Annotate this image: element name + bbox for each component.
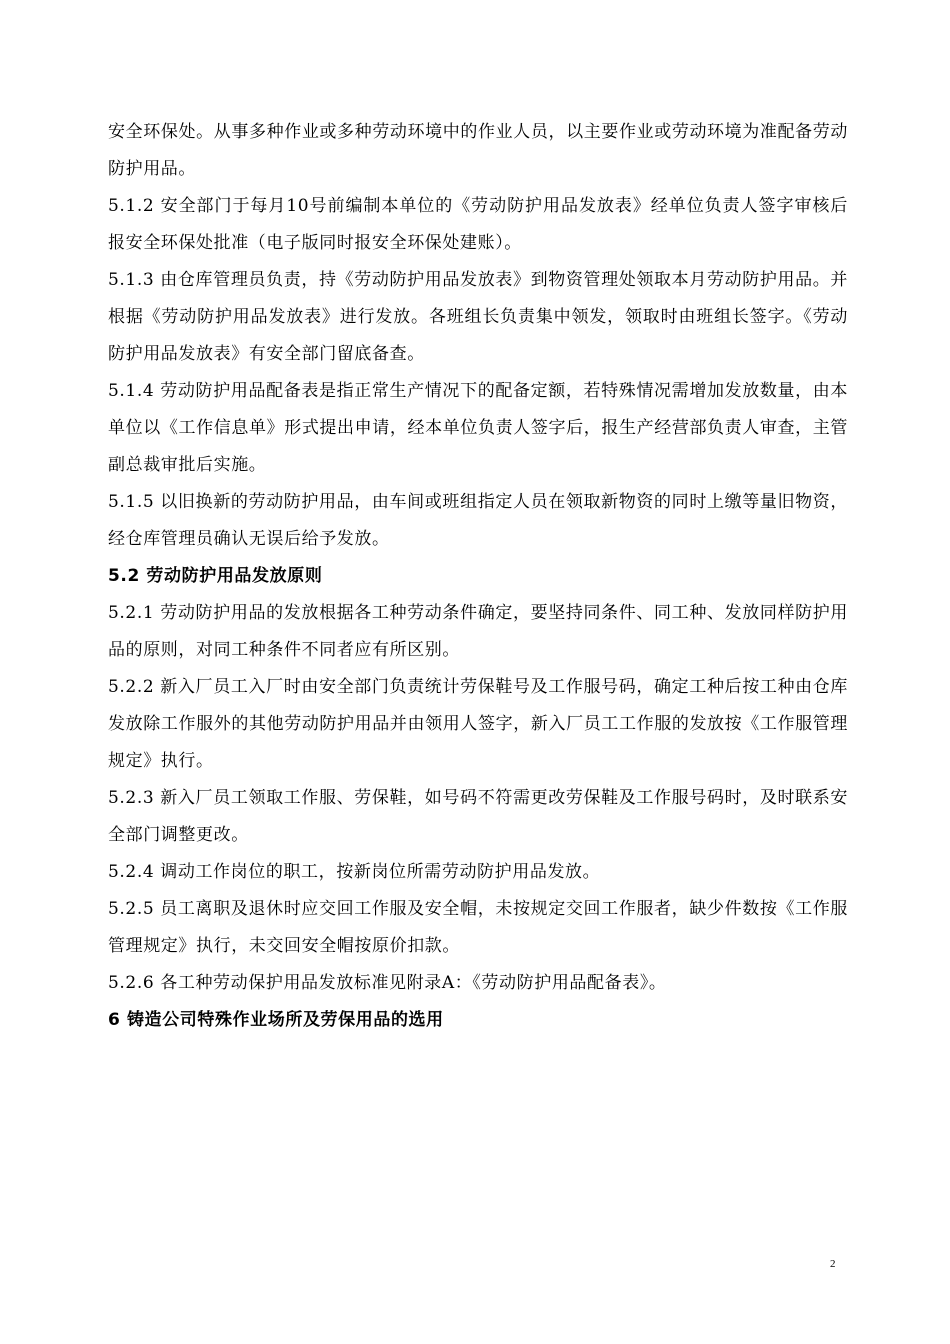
section-heading-5-2: 5.2 劳动防护用品发放原则 bbox=[108, 566, 323, 586]
page-number: 2 bbox=[830, 1258, 836, 1270]
paragraph-5-1-2: 5.1.2 安全部门于每月10号前编制本单位的《劳动防护用品发放表》经单位负责人签字审核后报安全环保处批准（电子版同时报安全环保处建账）。 bbox=[108, 196, 848, 253]
paragraph-5-2-6: 5.2.6 各工种劳动保护用品发放标准见附录A：《劳动防护用品配备表》。 bbox=[108, 973, 667, 993]
paragraph-5-2-1: 5.2.1 劳动防护用品的发放根据各工种劳动条件确定，要坚持同条件、同工种、发放同样防护用品的原则，对同工种条件不同者应有所区别。 bbox=[108, 603, 848, 660]
paragraph-5-1-3: 5.1.3 由仓库管理员负责，持《劳动防护用品发放表》到物资管理处领取本月劳动防护用品。并根据《劳动防护用品发放表》进行发放。各班组长负责集中领发，领取时由班组长签字。《劳动防护用品发放表》有安全部门留底备查。 bbox=[108, 270, 848, 364]
paragraph-5-2-4: 5.2.4 调动工作岗位的职工，按新岗位所需劳动防护用品发放。 bbox=[108, 862, 601, 882]
paragraph-5-2-2: 5.2.2 新入厂员工入厂时由安全部门负责统计劳保鞋号及工作服号码，确定工种后按工种由仓库发放除工作服外的其他劳动防护用品并由领用人签字，新入厂员工工作服的发放按《工作服管理规定》执行。 bbox=[108, 677, 848, 771]
paragraph-5-2-3: 5.2.3 新入厂员工领取工作服、劳保鞋，如号码不符需更改劳保鞋及工作服号码时，及时联系安全部门调整更改。 bbox=[108, 788, 848, 845]
paragraph-5-2-5: 5.2.5 员工离职及退休时应交回工作服及安全帽，未按规定交回工作服者，缺少件数按《工作服管理规定》执行，未交回安全帽按原价扣款。 bbox=[108, 899, 848, 956]
section-heading-6: 6 铸造公司特殊作业场所及劳保用品的选用 bbox=[108, 1010, 444, 1030]
paragraph-5-1-5: 5.1.5 以旧换新的劳动防护用品，由车间或班组指定人员在领取新物资的同时上缴等量旧物资，经仓库管理员确认无误后给予发放。 bbox=[108, 492, 848, 549]
paragraph-5-1-4: 5.1.4 劳动防护用品配备表是指正常生产情况下的配备定额，若特殊情况需增加发放数量，由本单位以《工作信息单》形式提出申请，经本单位负责人签字后，报生产经营部负责人审查，主管副总裁审批后实施。 bbox=[108, 381, 848, 475]
document-page bbox=[108, 114, 848, 1039]
paragraph-intro: 安全环保处。从事多种作业或多种劳动环境中的作业人员，以主要作业或劳动环境为准配备劳动防护用品。 bbox=[108, 122, 848, 179]
